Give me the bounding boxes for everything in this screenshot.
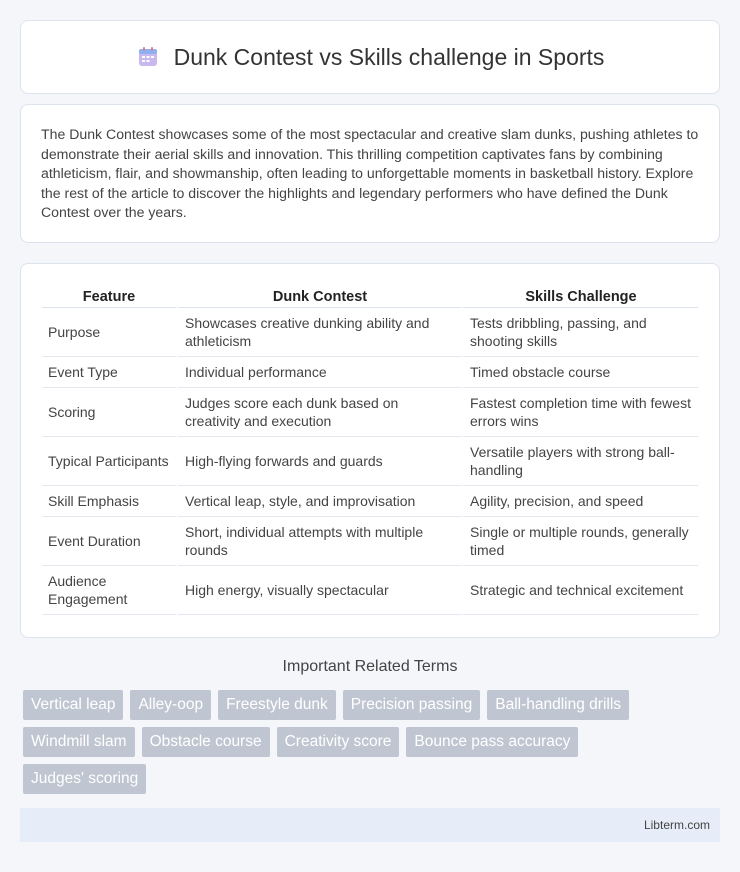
header-feature: Feature	[42, 280, 176, 308]
tag-judges-scoring[interactable]: Judges' scoring	[23, 764, 146, 794]
dunk-contest-cell: Individual performance	[176, 357, 461, 388]
header-dunk-contest: Dunk Contest	[176, 280, 461, 308]
table-row	[42, 566, 698, 615]
dunk-contest-cell: Judges score each dunk based on creativity and execution	[176, 388, 461, 437]
tag-obstacle-course[interactable]: Obstacle course	[142, 727, 270, 757]
dunk-contest-cell: High energy, visually spectacular	[176, 566, 461, 615]
footer	[20, 808, 720, 842]
feature-cell: Scoring	[42, 388, 176, 437]
comparison-table	[42, 280, 698, 615]
tag-bounce-pass-accuracy[interactable]: Bounce pass accuracy	[406, 727, 578, 757]
page-title: Dunk Contest vs Skills challenge in Sports	[173, 43, 605, 70]
table-row	[42, 308, 698, 357]
dunk-contest-cell: Vertical leap, style, and improvisation	[176, 486, 461, 517]
tag-precision-passing[interactable]: Precision passing	[343, 690, 480, 720]
skills-challenge-cell: Fastest completion time with fewest errors wins	[461, 388, 698, 437]
tag-windmill-slam[interactable]: Windmill slam	[23, 727, 135, 757]
skills-challenge-cell: Agility, precision, and speed	[461, 486, 698, 517]
skills-challenge-cell: Timed obstacle course	[461, 357, 698, 388]
title-card	[20, 20, 720, 94]
feature-cell: Purpose	[42, 308, 176, 357]
title-wrap	[136, 44, 605, 71]
header-skills-challenge: Skills Challenge	[461, 280, 698, 308]
dunk-contest-cell: High-flying forwards and guards	[176, 437, 461, 486]
tag-alley-oop[interactable]: Alley-oop	[130, 690, 211, 720]
feature-cell: Audience Engagement	[42, 566, 176, 615]
skills-challenge-cell: Versatile players with strong ball-handling	[461, 437, 698, 486]
table-row	[42, 517, 698, 566]
related-terms-title: Important Related Terms	[282, 658, 458, 675]
feature-cell: Typical Participants	[42, 437, 176, 486]
tag-ball-handling-drills[interactable]: Ball-handling drills	[487, 690, 629, 720]
calendar-icon	[136, 45, 160, 69]
intro-paragraph: The Dunk Contest showcases some of the most spectacular and creative slam dunks, pushing athletes to demonstrate their aerial skills and innovation. This thrilling competition captivates fans by combining athleticism, flair, and showmanship, often leading to unforgettable moments in basketball history. Explore the rest of the article to discover the highlights and legendary performers who have defined the Dunk Contest over the years.	[41, 126, 699, 221]
intro-card	[20, 104, 720, 243]
tag-creativity-score[interactable]: Creativity score	[277, 727, 400, 757]
tag-freestyle-dunk[interactable]: Freestyle dunk	[218, 690, 336, 720]
table-header-row	[42, 280, 698, 308]
skills-challenge-cell: Strategic and technical excitement	[461, 566, 698, 615]
feature-cell: Event Duration	[42, 517, 176, 566]
footer-site-link[interactable]: Libterm.com	[643, 818, 710, 832]
table-row	[42, 388, 698, 437]
table-row	[42, 486, 698, 517]
skills-challenge-cell: Tests dribbling, passing, and shooting skills	[461, 308, 698, 357]
dunk-contest-cell: Short, individual attempts with multiple rounds	[176, 517, 461, 566]
dunk-contest-cell: Showcases creative dunking ability and athleticism	[176, 308, 461, 357]
skills-challenge-cell: Single or multiple rounds, generally timed	[461, 517, 698, 566]
related-terms-tags	[23, 690, 703, 794]
feature-cell: Skill Emphasis	[42, 486, 176, 517]
table-row	[42, 357, 698, 388]
feature-cell: Event Type	[42, 357, 176, 388]
table-row	[42, 437, 698, 486]
comparison-table-card	[20, 263, 720, 638]
tag-vertical-leap[interactable]: Vertical leap	[23, 690, 123, 720]
